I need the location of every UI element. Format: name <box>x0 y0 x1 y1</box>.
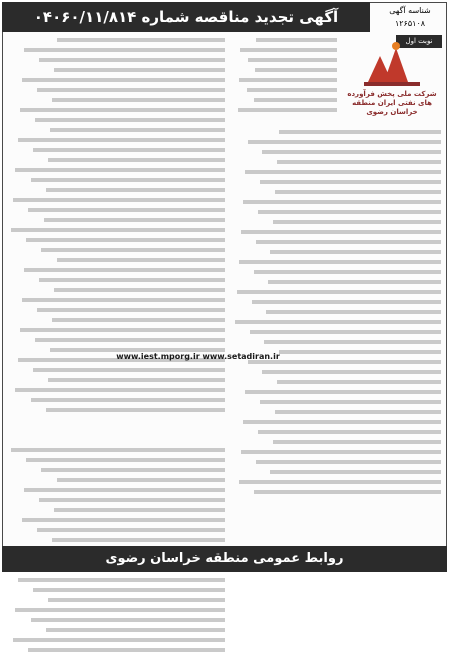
untranscribed-text-line <box>37 308 225 312</box>
untranscribed-text-line <box>270 250 441 254</box>
untranscribed-text-line <box>262 150 441 154</box>
right-column-text <box>230 130 444 543</box>
untranscribed-text-line <box>260 400 441 404</box>
contact-websites-text: www.iest.mporg.ir www.setadiran.ir <box>116 352 280 361</box>
untranscribed-text-line <box>26 238 225 242</box>
untranscribed-text-line <box>268 280 441 284</box>
tender-id-box <box>376 4 444 32</box>
untranscribed-text-line <box>277 160 441 164</box>
untranscribed-text-line <box>15 608 225 612</box>
tender-id-label: شناسه آگهی <box>389 6 431 15</box>
untranscribed-text-line <box>57 258 225 262</box>
right-column-upper-text <box>230 38 340 130</box>
contact-websites <box>58 352 338 364</box>
untranscribed-text-line <box>239 260 441 264</box>
untranscribed-text-line <box>262 370 441 374</box>
untranscribed-text-line <box>252 300 441 304</box>
untranscribed-text-line <box>239 480 441 484</box>
untranscribed-text-line <box>31 178 225 182</box>
untranscribed-text-line <box>243 420 441 424</box>
untranscribed-text-line <box>35 338 225 342</box>
untranscribed-text-line <box>258 430 441 434</box>
untranscribed-text-line <box>15 388 225 392</box>
untranscribed-text-line <box>239 78 337 82</box>
untranscribed-text-line <box>238 108 337 112</box>
untranscribed-text-line <box>48 158 225 162</box>
untranscribed-text-line <box>24 268 225 272</box>
oil-company-logo-icon <box>360 36 424 90</box>
untranscribed-text-line <box>48 378 225 382</box>
untranscribed-text-line <box>250 330 441 334</box>
untranscribed-text-line <box>24 488 225 492</box>
untranscribed-text-line <box>245 390 441 394</box>
untranscribed-text-line <box>273 220 441 224</box>
untranscribed-text-line <box>235 320 441 324</box>
untranscribed-text-line <box>33 588 225 592</box>
untranscribed-text-line <box>275 410 441 414</box>
untranscribed-text-line <box>54 68 225 72</box>
footer-banner <box>2 546 447 572</box>
untranscribed-text-line <box>277 380 441 384</box>
untranscribed-text-line <box>243 200 441 204</box>
untranscribed-text-line <box>241 450 441 454</box>
untranscribed-text-line <box>270 470 441 474</box>
untranscribed-text-line <box>39 498 225 502</box>
untranscribed-text-line <box>256 240 441 244</box>
untranscribed-text-line <box>37 88 225 92</box>
untranscribed-text-line <box>54 508 225 512</box>
untranscribed-text-line <box>28 648 225 652</box>
untranscribed-text-line <box>273 440 441 444</box>
untranscribed-text-line <box>247 88 337 92</box>
untranscribed-text-line <box>20 108 225 112</box>
untranscribed-text-line <box>44 218 225 222</box>
untranscribed-text-line <box>31 398 225 402</box>
untranscribed-text-line <box>46 628 225 632</box>
untranscribed-text-line <box>18 578 225 582</box>
untranscribed-text-line <box>22 518 225 522</box>
untranscribed-text-line <box>46 408 225 412</box>
untranscribed-text-line <box>50 128 225 132</box>
untranscribed-text-line <box>22 78 225 82</box>
untranscribed-text-line <box>248 140 441 144</box>
notice-title: آگهی تجدید مناقصه شماره ۰۴۰۶۰/۱۱/۸۱۴ <box>33 8 339 26</box>
untranscribed-text-line <box>256 38 337 42</box>
untranscribed-text-line <box>41 248 225 252</box>
untranscribed-text-line <box>248 58 337 62</box>
untranscribed-text-line <box>20 328 225 332</box>
publication-round-label: نوبت اول <box>405 37 433 45</box>
untranscribed-text-line <box>24 48 225 52</box>
untranscribed-text-line <box>54 288 225 292</box>
company-name: شرکت ملی پخش فرآورده های نفتی ایران منطقه خراسان رضوی <box>347 90 437 116</box>
untranscribed-text-line <box>255 68 337 72</box>
untranscribed-text-line <box>48 598 225 602</box>
untranscribed-text-line <box>275 190 441 194</box>
untranscribed-text-line <box>31 618 225 622</box>
untranscribed-text-line <box>241 230 441 234</box>
untranscribed-text-line <box>279 130 441 134</box>
untranscribed-text-line <box>57 38 225 42</box>
untranscribed-text-line <box>11 228 225 232</box>
untranscribed-text-line <box>39 58 225 62</box>
left-column-text <box>6 38 228 543</box>
untranscribed-text-line <box>46 188 225 192</box>
untranscribed-text-line <box>254 270 441 274</box>
untranscribed-text-line <box>26 458 225 462</box>
untranscribed-text-line <box>52 538 225 542</box>
untranscribed-text-line <box>33 148 225 152</box>
untranscribed-text-line <box>13 198 225 202</box>
untranscribed-text-line <box>264 340 441 344</box>
untranscribed-text-line <box>41 468 225 472</box>
footer-text: روابط عمومی منطقه خراسان رضوی <box>105 551 344 566</box>
untranscribed-text-line <box>13 638 225 642</box>
untranscribed-text-line <box>240 48 337 52</box>
untranscribed-text-line <box>254 490 441 494</box>
untranscribed-text-line <box>39 278 225 282</box>
untranscribed-text-line <box>37 528 225 532</box>
tender-id-value: ۱۲۶۵۱۰۸ <box>394 19 426 28</box>
untranscribed-text-line <box>52 318 225 322</box>
untranscribed-text-line <box>18 138 225 142</box>
untranscribed-text-line <box>35 118 225 122</box>
untranscribed-text-line <box>260 180 441 184</box>
untranscribed-text-line <box>11 448 225 452</box>
untranscribed-text-line <box>254 98 337 102</box>
untranscribed-text-line <box>256 460 441 464</box>
untranscribed-text-line <box>33 368 225 372</box>
untranscribed-text-line <box>258 210 441 214</box>
notice-title-banner <box>2 2 370 32</box>
untranscribed-text-line <box>245 170 441 174</box>
untranscribed-text-line <box>28 208 225 212</box>
untranscribed-text-line <box>15 168 225 172</box>
untranscribed-text-line <box>52 98 225 102</box>
untranscribed-text-line <box>266 310 441 314</box>
company-logo-block <box>340 36 444 128</box>
untranscribed-text-line <box>57 478 225 482</box>
untranscribed-text-line <box>22 298 225 302</box>
untranscribed-text-line <box>237 290 441 294</box>
